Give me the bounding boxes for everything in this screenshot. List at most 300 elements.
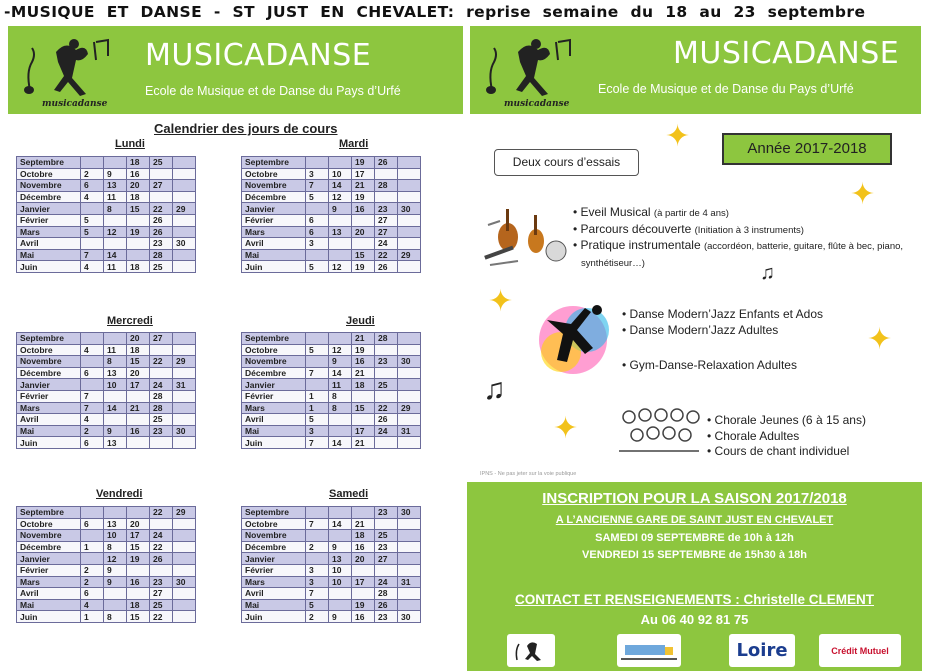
calendar-date-cell: 9 — [104, 425, 127, 437]
calendar-date-cell — [329, 588, 352, 600]
day-label-mercredi: Mercredi — [107, 315, 153, 327]
calendar-date-cell: 20 — [127, 518, 150, 530]
calendar-date-cell: 29 — [173, 507, 196, 519]
year-box: Année 2017-2018 — [722, 133, 892, 165]
banner-title: MUSICADANSE — [145, 38, 372, 73]
calendar-date-cell — [104, 599, 127, 611]
calendar-row — [17, 553, 196, 565]
calendar-row — [17, 344, 196, 356]
calendar-row — [242, 367, 421, 379]
calendar-date-cell — [173, 611, 196, 623]
calendar-month-cell: Décembre — [17, 191, 81, 203]
calendar-date-cell: 22 — [375, 249, 398, 261]
calendar-date-cell: 24 — [375, 425, 398, 437]
calendar-date-cell — [329, 157, 352, 169]
calendar-date-cell — [398, 261, 421, 273]
calendar-month-cell: Septembre — [17, 333, 81, 345]
calendar-date-cell: 6 — [306, 214, 329, 226]
calendar-row — [17, 414, 196, 426]
calendar-date-cell — [398, 238, 421, 250]
calendar-row — [17, 611, 196, 623]
music-item-label: Eveil Musical — [580, 205, 654, 219]
calendar-date-cell — [398, 390, 421, 402]
calendar-date-cell: 28 — [150, 390, 173, 402]
dance-list — [622, 307, 882, 374]
musicadanse-logo-icon — [478, 32, 588, 110]
calendar-date-cell — [173, 530, 196, 542]
calendar-month-cell: Mai — [242, 425, 306, 437]
calendar-row — [17, 402, 196, 414]
logo-text: musicadanse — [504, 99, 570, 109]
calendar-month-cell: Septembre — [242, 157, 306, 169]
calendar-row — [17, 333, 196, 345]
calendar-row — [242, 379, 421, 391]
calendar-date-cell: 7 — [306, 518, 329, 530]
calendar-date-cell: 27 — [150, 333, 173, 345]
calendar-date-cell: 23 — [150, 425, 173, 437]
calendar-table-vendredi — [16, 506, 196, 623]
music-item-label: Pratique instrumentale — [580, 238, 704, 252]
calendar-date-cell — [127, 414, 150, 426]
calendar-date-cell: 17 — [352, 425, 375, 437]
calendar-date-cell — [398, 599, 421, 611]
calendar-date-cell: 26 — [375, 599, 398, 611]
calendar-date-cell — [173, 168, 196, 180]
calendar-date-cell — [352, 390, 375, 402]
calendar-date-cell: 22 — [150, 356, 173, 368]
calendar-date-cell — [329, 333, 352, 345]
calendar-row — [242, 261, 421, 273]
calendar-date-cell: 7 — [306, 367, 329, 379]
calendar-date-cell: 15 — [127, 356, 150, 368]
calendar-date-cell — [81, 333, 104, 345]
calendar-month-cell: Mars — [17, 226, 81, 238]
banner-right — [470, 26, 921, 114]
calendar-date-cell: 20 — [352, 226, 375, 238]
day-label-mardi: Mardi — [339, 138, 369, 150]
calendar-row — [242, 611, 421, 623]
star-icon: ✦ — [850, 178, 876, 211]
calendar-date-cell: 5 — [306, 599, 329, 611]
calendar-date-cell: 31 — [398, 425, 421, 437]
calendar-month-cell: Octobre — [242, 344, 306, 356]
calendar-date-cell: 14 — [104, 249, 127, 261]
calendar-table-mardi — [241, 156, 421, 273]
calendar-date-cell: 5 — [306, 344, 329, 356]
star-icon: ✦ — [665, 120, 691, 153]
calendar-date-cell — [173, 226, 196, 238]
calendar-date-cell — [81, 530, 104, 542]
calendar-date-cell: 13 — [329, 553, 352, 565]
calendar-date-cell: 23 — [150, 576, 173, 588]
contact-line: CONTACT ET RENSEIGNEMENTS : Christelle CLEMENT — [514, 592, 875, 607]
calendar-date-cell — [398, 226, 421, 238]
calendar-date-cell: 12 — [329, 344, 352, 356]
music-item: • Eveil Musical (à partir de 4 ans) — [573, 205, 729, 219]
calendar-date-cell — [81, 157, 104, 169]
calendar-date-cell: 9 — [104, 564, 127, 576]
choir-item-label: Chorale Jeunes (6 à 15 ans) — [714, 413, 866, 427]
calendar-month-cell: Avril — [242, 588, 306, 600]
calendar-date-cell — [306, 249, 329, 261]
calendar-date-cell: 30 — [173, 425, 196, 437]
calendar-date-cell — [150, 367, 173, 379]
calendar-date-cell: 24 — [375, 238, 398, 250]
dance-item-label: Danse Modern’Jazz Adultes — [629, 322, 779, 337]
calendar-date-cell: 5 — [306, 191, 329, 203]
calendar-date-cell — [329, 507, 352, 519]
calendar-date-cell: 16 — [352, 203, 375, 215]
calendar-date-cell: 14 — [329, 518, 352, 530]
calendar-month-cell: Novembre — [17, 180, 81, 192]
calendar-date-cell: 30 — [398, 507, 421, 519]
calendar-date-cell: 3 — [306, 238, 329, 250]
sponsor-train-logo — [617, 634, 681, 667]
dance-item: • Danse Modern’Jazz Enfants et Ados — [622, 307, 823, 321]
dance-item: • Gym-Danse-Relaxation Adultes — [622, 358, 797, 372]
calendar-date-cell: 20 — [127, 180, 150, 192]
calendar-row — [242, 226, 421, 238]
calendar-date-cell: 12 — [329, 261, 352, 273]
calendar-month-cell: Novembre — [17, 530, 81, 542]
calendar-date-cell: 14 — [329, 180, 352, 192]
calendar-month-cell: Mai — [242, 599, 306, 611]
calendar-month-cell: Mai — [17, 425, 81, 437]
music-item: • Pratique instrumentale (accordéon, batterie, guitare, flûte à bec, piano, synthétiseur…) — [573, 238, 904, 269]
calendar-month-cell: Juin — [242, 261, 306, 273]
calendar-month-cell: Novembre — [242, 180, 306, 192]
calendar-row — [242, 599, 421, 611]
dance-item-label: Gym-Danse-Relaxation Adultes — [629, 358, 797, 372]
calendar-date-cell: 11 — [104, 261, 127, 273]
calendar-month-cell: Septembre — [242, 507, 306, 519]
calendar-row — [17, 425, 196, 437]
calendar-date-cell — [81, 507, 104, 519]
calendar-date-cell: 10 — [329, 168, 352, 180]
calendar-date-cell: 23 — [375, 507, 398, 519]
calendar-date-cell: 31 — [173, 379, 196, 391]
calendar-date-cell: 24 — [150, 530, 173, 542]
calendar-date-cell: 28 — [150, 249, 173, 261]
calendar-date-cell — [398, 437, 421, 449]
calendar-month-cell: Février — [17, 390, 81, 402]
calendar-date-cell — [104, 390, 127, 402]
calendar-date-cell: 12 — [104, 226, 127, 238]
calendar-date-cell: 31 — [398, 576, 421, 588]
music-item-note: (Initiation à 3 instruments) — [694, 224, 804, 236]
calendar-date-cell — [173, 390, 196, 402]
calendar-month-cell: Février — [242, 214, 306, 226]
calendar-month-cell: Décembre — [242, 541, 306, 553]
music-note-icon: ♫ — [483, 373, 506, 406]
calendar-month-cell: Décembre — [17, 367, 81, 379]
calendar-date-cell — [150, 437, 173, 449]
banner-left — [8, 26, 463, 114]
calendar-date-cell: 24 — [150, 379, 173, 391]
calendar-date-cell: 18 — [127, 157, 150, 169]
calendar-date-cell: 29 — [398, 249, 421, 261]
music-note-icon: ♫ — [760, 262, 775, 284]
calendar-date-cell — [127, 437, 150, 449]
calendar-date-cell — [352, 507, 375, 519]
day-label-vendredi: Vendredi — [96, 488, 143, 500]
calendar-date-cell: 29 — [398, 402, 421, 414]
trial-lessons-box: Deux cours d’essais — [494, 149, 639, 176]
calendar-date-cell — [398, 564, 421, 576]
calendar-date-cell: 22 — [150, 507, 173, 519]
calendar-date-cell: 10 — [104, 379, 127, 391]
calendar-date-cell: 6 — [81, 518, 104, 530]
calendar-date-cell: 4 — [81, 191, 104, 203]
calendar-date-cell: 28 — [150, 402, 173, 414]
registration-location: A L’ANCIENNE GARE DE SAINT JUST EN CHEVALET — [555, 514, 834, 526]
calendar-date-cell: 25 — [375, 379, 398, 391]
calendar-date-cell: 17 — [127, 379, 150, 391]
calendar-date-cell: 9 — [329, 611, 352, 623]
calendar-row — [17, 261, 196, 273]
calendar-date-cell: 7 — [81, 390, 104, 402]
calendar-date-cell — [173, 333, 196, 345]
choir-item: • Chorale Adultes — [707, 428, 800, 443]
calendar-month-cell: Octobre — [242, 168, 306, 180]
registration-title: INSCRIPTION POUR LA SAISON 2017/2018 — [542, 490, 847, 507]
calendar-date-cell: 25 — [150, 599, 173, 611]
calendar-date-cell — [329, 214, 352, 226]
calendar-date-cell: 22 — [150, 541, 173, 553]
calendar-date-cell: 8 — [104, 356, 127, 368]
calendar-date-cell — [329, 249, 352, 261]
calendar-row — [242, 390, 421, 402]
calendar-date-cell: 4 — [81, 344, 104, 356]
calendar-month-cell: Juin — [17, 261, 81, 273]
calendar-row — [17, 541, 196, 553]
calendar-date-cell — [306, 507, 329, 519]
calendar-date-cell: 15 — [127, 541, 150, 553]
registration-date-2: VENDREDI 15 SEPTEMBRE de 15h30 à 18h — [582, 549, 807, 561]
calendar-table-jeudi — [241, 332, 421, 449]
calendar-date-cell: 21 — [352, 180, 375, 192]
calendar-date-cell: 25 — [150, 261, 173, 273]
calendar-date-cell: 6 — [81, 367, 104, 379]
registration-footer — [467, 482, 922, 671]
calendar-date-cell — [398, 530, 421, 542]
calendar-row — [17, 390, 196, 402]
calendar-date-cell: 22 — [150, 611, 173, 623]
calendar-month-cell: Mars — [242, 576, 306, 588]
calendar-month-cell: Février — [17, 214, 81, 226]
calendar-date-cell: 26 — [150, 214, 173, 226]
calendar-row — [17, 238, 196, 250]
calendar-date-cell: 8 — [329, 402, 352, 414]
calendar-date-cell: 25 — [150, 157, 173, 169]
calendar-date-cell — [104, 507, 127, 519]
calendar-date-cell: 17 — [127, 530, 150, 542]
calendar-row — [17, 530, 196, 542]
calendar-date-cell: 26 — [150, 226, 173, 238]
calendar-date-cell — [173, 518, 196, 530]
calendar-date-cell: 19 — [127, 226, 150, 238]
star-icon: ✦ — [553, 412, 579, 445]
calendar-row — [242, 402, 421, 414]
calendar-date-cell: 17 — [352, 168, 375, 180]
calendar-month-cell: Octobre — [17, 168, 81, 180]
page-headline: -MUSIQUE ET DANSE - ST JUST EN CHEVALET: reprise semaine du 18 au 23 septembre — [4, 3, 866, 21]
calendar-date-cell: 7 — [306, 180, 329, 192]
star-icon: ✦ — [488, 285, 514, 318]
calendar-date-cell — [329, 414, 352, 426]
calendar-date-cell: 3 — [306, 564, 329, 576]
choir-item-label: Chorale Adultes — [714, 428, 800, 443]
calendar-row — [242, 356, 421, 368]
sponsor-musicadanse-logo — [507, 634, 555, 667]
calendar-row — [242, 333, 421, 345]
calendar-month-cell: Novembre — [242, 530, 306, 542]
calendar-date-cell: 9 — [329, 356, 352, 368]
calendar-date-cell — [81, 356, 104, 368]
calendar-row — [17, 214, 196, 226]
calendar-date-cell: 2 — [306, 611, 329, 623]
calendar-date-cell — [173, 414, 196, 426]
calendar-date-cell — [150, 518, 173, 530]
calendar-date-cell: 4 — [81, 414, 104, 426]
calendar-month-cell: Janvier — [242, 379, 306, 391]
calendar-date-cell: 19 — [127, 553, 150, 565]
calendar-date-cell: 8 — [104, 541, 127, 553]
sponsor-loire-text: Loire — [736, 640, 788, 661]
calendar-date-cell: 21 — [352, 367, 375, 379]
calendar-date-cell — [150, 344, 173, 356]
calendar-date-cell — [398, 180, 421, 192]
calendar-date-cell: 26 — [150, 553, 173, 565]
train-icon — [621, 639, 677, 663]
calendar-month-cell: Octobre — [17, 344, 81, 356]
choir-item-label: Cours de chant individuel — [714, 444, 850, 458]
calendar-row — [17, 367, 196, 379]
banner-subtitle: Ecole de Musique et de Danse du Pays d’Urfé — [145, 84, 401, 98]
calendar-date-cell: 17 — [352, 576, 375, 588]
calendar-month-cell: Avril — [17, 588, 81, 600]
calendar-date-cell — [173, 564, 196, 576]
contact-phone: Au 06 40 92 81 75 — [640, 612, 749, 627]
calendar-date-cell: 16 — [127, 425, 150, 437]
calendar-month-cell: Juin — [242, 437, 306, 449]
calendar-date-cell: 18 — [127, 261, 150, 273]
calendar-date-cell — [306, 203, 329, 215]
calendar-date-cell — [306, 333, 329, 345]
calendar-row — [17, 203, 196, 215]
calendar-date-cell — [173, 588, 196, 600]
calendar-date-cell: 18 — [352, 379, 375, 391]
calendar-date-cell — [173, 249, 196, 261]
calendar-date-cell: 19 — [352, 344, 375, 356]
calendar-date-cell: 20 — [127, 333, 150, 345]
calendar-date-cell: 4 — [81, 261, 104, 273]
calendar-date-cell — [352, 564, 375, 576]
banner-subtitle: Ecole de Musique et de Danse du Pays d’Urfé — [598, 82, 854, 96]
calendar-date-cell: 6 — [81, 180, 104, 192]
calendar-date-cell — [398, 518, 421, 530]
calendar-date-cell: 2 — [81, 564, 104, 576]
day-label-jeudi: Jeudi — [346, 315, 375, 327]
calendar-table-samedi — [241, 506, 421, 623]
calendar-date-cell — [173, 367, 196, 379]
calendar-date-cell — [398, 214, 421, 226]
instruments-icon — [478, 205, 573, 273]
calendar-row — [242, 588, 421, 600]
calendar-month-cell: Février — [242, 390, 306, 402]
calendar-month-cell: Décembre — [242, 367, 306, 379]
calendar-row — [242, 414, 421, 426]
calendar-date-cell: 28 — [375, 180, 398, 192]
calendar-date-cell — [173, 541, 196, 553]
logo-text: musicadanse — [42, 99, 108, 109]
calendar-month-cell: Juin — [17, 611, 81, 623]
calendar-date-cell: 7 — [306, 588, 329, 600]
calendar-date-cell: 11 — [104, 191, 127, 203]
calendar-date-cell — [173, 214, 196, 226]
music-item-label: Parcours découverte — [580, 221, 695, 236]
calendar-row — [17, 180, 196, 192]
calendar-date-cell — [398, 367, 421, 379]
calendar-month-cell: Décembre — [17, 541, 81, 553]
calendar-date-cell: 10 — [329, 564, 352, 576]
calendar-month-cell: Janvier — [17, 203, 81, 215]
calendar-date-cell: 30 — [398, 611, 421, 623]
calendar-row — [242, 530, 421, 542]
calendar-row — [242, 214, 421, 226]
calendar-month-cell: Juin — [17, 437, 81, 449]
calendar-date-cell: 16 — [352, 356, 375, 368]
calendar-date-cell: 28 — [375, 588, 398, 600]
calendar-date-cell — [375, 564, 398, 576]
calendar-date-cell: 14 — [329, 367, 352, 379]
calendar-row — [17, 576, 196, 588]
calendar-date-cell — [398, 344, 421, 356]
dancers-icon — [527, 300, 619, 380]
calendar-row — [242, 507, 421, 519]
calendar-date-cell: 2 — [306, 541, 329, 553]
sponsor-loire-logo — [729, 634, 795, 667]
calendar-date-cell — [127, 238, 150, 250]
calendar-date-cell: 1 — [306, 402, 329, 414]
calendar-month-cell: Avril — [17, 238, 81, 250]
calendar-date-cell: 16 — [127, 168, 150, 180]
calendar-date-cell: 18 — [127, 344, 150, 356]
calendar-date-cell: 23 — [375, 356, 398, 368]
calendar-month-cell: Avril — [17, 414, 81, 426]
calendar-date-cell: 23 — [375, 611, 398, 623]
calendar-date-cell — [173, 402, 196, 414]
calendar-date-cell: 21 — [352, 333, 375, 345]
calendar-date-cell: 10 — [104, 530, 127, 542]
calendar-date-cell — [127, 214, 150, 226]
calendar-month-cell: Octobre — [17, 518, 81, 530]
calendar-date-cell: 13 — [104, 367, 127, 379]
calendar-date-cell: 27 — [150, 588, 173, 600]
calendar-date-cell: 19 — [352, 191, 375, 203]
calendar-row — [242, 203, 421, 215]
calendar-date-cell — [375, 390, 398, 402]
calendar-date-cell: 23 — [375, 541, 398, 553]
calendar-date-cell: 25 — [150, 414, 173, 426]
calendar-title: Calendrier des jours de cours — [154, 121, 338, 136]
calendar-date-cell — [173, 344, 196, 356]
calendar-date-cell — [306, 553, 329, 565]
calendar-row — [242, 249, 421, 261]
calendar-row — [242, 168, 421, 180]
calendar-date-cell: 6 — [306, 226, 329, 238]
calendar-row — [242, 437, 421, 449]
